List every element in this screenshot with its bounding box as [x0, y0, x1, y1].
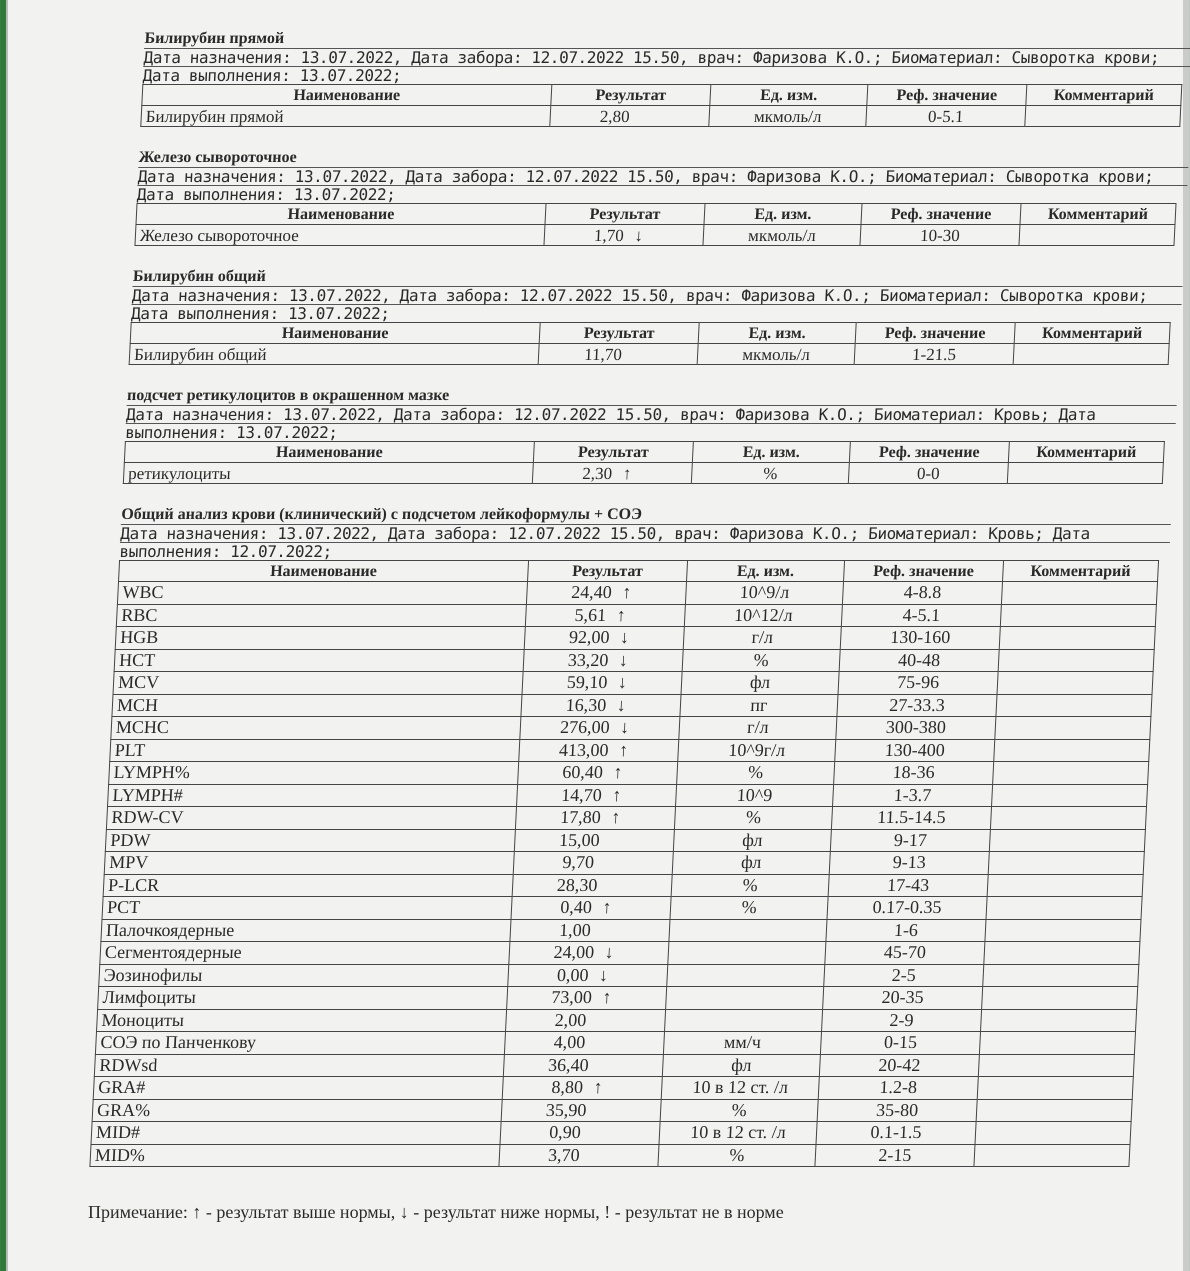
- col-unit: Ед. изм.: [710, 85, 868, 106]
- row-ref: 11.5-14.5: [831, 807, 991, 830]
- row-comment: [984, 942, 1140, 965]
- row-name: ретикулоциты: [123, 463, 533, 484]
- table-row: [92, 1099, 1132, 1122]
- row-name: PLT: [110, 739, 520, 762]
- results-table: [123, 441, 1165, 484]
- row-ref: 4-8.8: [842, 582, 1002, 605]
- flag-arrow-icon: ↑: [601, 897, 612, 918]
- row-name: Эозинофилы: [99, 964, 509, 987]
- row-comment: [976, 1099, 1132, 1122]
- row-result: [544, 225, 704, 246]
- table-row: [114, 649, 1154, 672]
- row-name: Палочкоядерные: [101, 919, 511, 942]
- row-unit: [669, 919, 827, 942]
- table-row: [112, 694, 1152, 717]
- results-table: [134, 203, 1176, 246]
- row-name: LYMPH%: [109, 762, 519, 785]
- row-ref: 18-36: [834, 762, 994, 785]
- result-value: 35,90: [545, 1099, 587, 1120]
- row-comment: [981, 1009, 1137, 1032]
- table-row: [99, 964, 1139, 987]
- flag-arrow-icon: ↑: [622, 463, 632, 483]
- row-result: [517, 784, 677, 807]
- row-ref: 2-9: [822, 1009, 982, 1032]
- row-name: LYMPH#: [108, 784, 518, 807]
- row-name: RDW-CV: [106, 807, 516, 830]
- test-section: [89, 506, 1171, 1167]
- col-result: Результат: [539, 323, 699, 344]
- table-row: [116, 604, 1156, 627]
- table-row: [111, 717, 1151, 740]
- row-name: MCV: [113, 672, 523, 695]
- row-name: P-LCR: [103, 874, 513, 897]
- row-comment: [982, 987, 1138, 1010]
- row-comment: [974, 1144, 1130, 1167]
- flag-arrow-icon: ↓: [619, 627, 630, 648]
- table-row: [104, 852, 1144, 875]
- flag-arrow-icon: ↑: [610, 807, 621, 828]
- row-comment: [998, 649, 1154, 672]
- row-unit: 10 в 12 ст. /л: [661, 1077, 819, 1100]
- row-result: [538, 344, 698, 365]
- result-value: 5,61: [574, 604, 607, 625]
- row-comment: [1019, 225, 1175, 246]
- section-meta: Дата назначения: 13.07.2022, Дата забора: 12.07.2022 15.50, врач: Фаризова К.О.; Биоматериал: Сыворотка крови;: [132, 286, 1183, 304]
- table-row: [110, 739, 1150, 762]
- flag-arrow-icon: ↓: [617, 672, 628, 693]
- flag-arrow-icon: ↓: [634, 225, 644, 245]
- row-ref: 2-15: [815, 1144, 975, 1167]
- row-name: MID%: [90, 1144, 500, 1167]
- result-value: 11,70: [583, 344, 623, 364]
- result-value: 0,90: [548, 1122, 582, 1143]
- row-unit: %: [682, 649, 840, 672]
- row-result: [502, 1077, 662, 1100]
- table-header: [136, 204, 1176, 225]
- row-name: MCHC: [111, 717, 521, 740]
- section-meta: Дата назначения: 13.07.2022, Дата забора: 12.07.2022 15.50, врач: Фаризова К.О.; Биоматериал: Кровь; Дата: [126, 405, 1177, 423]
- row-comment: [1001, 582, 1157, 605]
- row-unit: мкмоль/л: [703, 225, 861, 246]
- row-unit: мм/ч: [663, 1032, 821, 1055]
- table-row: [93, 1077, 1133, 1100]
- legend-note: Примечание: ↑ - результат выше нормы, ↓ - результат ниже нормы, ! - результат не в норме: [88, 1202, 784, 1222]
- row-comment: [997, 672, 1153, 695]
- table-row: [113, 672, 1153, 695]
- section-meta: Дата назначения: 13.07.2022, Дата забора: 12.07.2022 15.50, врач: Фаризова К.О.; Биоматериал: Сыворотка крови;: [143, 48, 1190, 66]
- row-unit: %: [671, 874, 829, 897]
- row-result: [550, 106, 710, 127]
- table-row: [91, 1122, 1131, 1145]
- table-row: [105, 829, 1145, 852]
- col-result: Результат: [551, 85, 711, 106]
- row-comment: [1007, 463, 1163, 484]
- flag-arrow-icon: ↑: [593, 1077, 604, 1098]
- result-value: 2,00: [554, 1009, 587, 1030]
- result-value: 1,00: [558, 919, 592, 940]
- table-header: [119, 561, 1159, 582]
- row-unit: [666, 987, 824, 1010]
- row-name: Лимфоциты: [98, 987, 508, 1010]
- row-result: [522, 672, 682, 695]
- row-result: [515, 807, 675, 830]
- row-ref: 0.1-1.5: [816, 1122, 976, 1145]
- row-ref: 9-13: [829, 852, 989, 875]
- result-value: 0,00: [556, 964, 590, 985]
- row-ref: 4-5.1: [841, 604, 1001, 627]
- row-result: [510, 919, 670, 942]
- result-value: 0,40: [559, 897, 593, 918]
- row-ref: 27-33.3: [837, 694, 997, 717]
- row-comment: [985, 919, 1141, 942]
- row-comment: [987, 874, 1143, 897]
- section-title: Общий анализ крови (клинический) с подсчетом лейкоформулы + СОЭ: [120, 506, 643, 523]
- row-result: [499, 1144, 659, 1167]
- test-section: [129, 268, 1184, 365]
- row-comment: [996, 694, 1152, 717]
- row-result: [523, 649, 683, 672]
- row-unit: %: [677, 762, 835, 785]
- row-result: [511, 897, 671, 920]
- flag-arrow-icon: ↓: [616, 694, 627, 715]
- result-value: 73,00: [550, 987, 593, 1008]
- table-row: [95, 1032, 1135, 1055]
- row-unit: 10 в 12 ст. /л: [659, 1122, 817, 1145]
- row-ref: 0-15: [820, 1032, 980, 1055]
- flag-arrow-icon: ↓: [619, 717, 630, 738]
- row-ref: 35-80: [817, 1099, 977, 1122]
- result-value: 28,30: [556, 874, 598, 895]
- col-unit: Ед. изм.: [704, 204, 862, 225]
- row-unit: мкмоль/л: [709, 106, 867, 127]
- result-value: 17,80: [559, 807, 602, 828]
- section-meta: выполнения: 13.07.2022;: [125, 423, 1176, 441]
- row-result: [508, 964, 668, 987]
- row-unit: пг: [680, 694, 838, 717]
- section-meta: Дата выполнения: 13.07.2022;: [142, 66, 1190, 84]
- row-unit: г/л: [683, 627, 841, 650]
- col-ref: Реф. значение: [867, 85, 1027, 106]
- row-result: [512, 874, 672, 897]
- row-ref: 75-96: [838, 672, 998, 695]
- row-name: MID#: [91, 1122, 501, 1145]
- row-comment: [983, 964, 1139, 987]
- section-meta: Дата выполнения: 13.07.2022;: [131, 304, 1182, 322]
- table-row: [98, 987, 1138, 1010]
- col-ref: Реф. значение: [855, 323, 1015, 344]
- row-unit: мкмоль/л: [697, 344, 855, 365]
- row-unit: 10^9: [676, 784, 834, 807]
- row-result: [521, 694, 681, 717]
- row-name: Моноциты: [97, 1009, 507, 1032]
- table-row: [100, 942, 1140, 965]
- col-result: Результат: [528, 561, 688, 582]
- col-name: Наименование: [119, 561, 529, 582]
- row-result: [514, 829, 674, 852]
- row-comment: [978, 1054, 1134, 1077]
- table-row: [115, 627, 1155, 650]
- result-value: 2,30: [581, 463, 613, 483]
- col-name: Наименование: [142, 85, 552, 106]
- row-unit: %: [660, 1099, 818, 1122]
- row-result: [503, 1054, 663, 1077]
- result-value: 24,00: [553, 942, 595, 963]
- row-ref: 130-160: [840, 627, 1000, 650]
- row-comment: [992, 784, 1148, 807]
- table-row: [109, 762, 1149, 785]
- row-name: PCT: [102, 897, 512, 920]
- row-comment: [986, 897, 1142, 920]
- row-name: HCT: [114, 649, 524, 672]
- row-unit: фл: [681, 672, 839, 695]
- row-unit: %: [691, 463, 849, 484]
- section-meta: Дата назначения: 13.07.2022, Дата забора: 12.07.2022 15.50, врач: Фаризова К.О.; Биоматериал: Кровь; Дата: [120, 524, 1171, 542]
- section-meta: Дата выполнения: 13.07.2022;: [137, 185, 1188, 203]
- table-row: [108, 784, 1148, 807]
- col-name: Наименование: [124, 442, 534, 463]
- row-comment: [977, 1077, 1133, 1100]
- flag-arrow-icon: ↓: [604, 942, 615, 963]
- result-value: 413,00: [558, 739, 610, 760]
- row-name: RDWsd: [94, 1054, 504, 1077]
- flag-arrow-icon: ↑: [616, 604, 627, 625]
- result-value: 16,30: [565, 694, 607, 715]
- section-meta: выполнения: 12.07.2022;: [119, 542, 1170, 560]
- row-result: [518, 762, 678, 785]
- row-ref: 1.2-8: [818, 1077, 978, 1100]
- section-meta: Дата назначения: 13.07.2022, Дата забора: 12.07.2022 15.50, врач: Фаризова К.О.; Биоматериал: Сыворотка крови;: [137, 167, 1188, 185]
- table-row: [94, 1054, 1134, 1077]
- table-row: [129, 344, 1169, 365]
- table-row: [135, 225, 1175, 246]
- result-value: 1,70: [593, 225, 625, 245]
- row-ref: 1-3.7: [833, 784, 993, 807]
- result-value: 15,00: [558, 829, 601, 850]
- results-table: [140, 84, 1182, 127]
- row-ref: 0.17-0.35: [827, 897, 987, 920]
- result-value: 4,00: [553, 1032, 586, 1053]
- row-unit: [665, 1009, 823, 1032]
- row-ref: 2-5: [824, 964, 984, 987]
- result-value: 33,20: [567, 649, 609, 670]
- table-row: [117, 582, 1157, 605]
- row-name: Билирубин прямой: [141, 106, 551, 127]
- row-comment: [999, 627, 1155, 650]
- flag-arrow-icon: ↑: [601, 987, 612, 1008]
- flag-arrow-icon: ↑: [618, 739, 629, 760]
- row-name: Сегментоядерные: [100, 942, 510, 965]
- row-result: [504, 1032, 664, 1055]
- flag-arrow-icon: ↑: [621, 582, 632, 603]
- row-comment: [979, 1032, 1135, 1055]
- col-comment: Комментарий: [1014, 323, 1170, 344]
- row-result: [526, 582, 686, 605]
- row-comment: [995, 717, 1151, 740]
- row-ref: 300-380: [836, 717, 996, 740]
- section-title: Билирубин общий: [132, 268, 267, 285]
- col-comment: Комментарий: [1026, 85, 1182, 106]
- row-unit: фл: [672, 852, 830, 875]
- table-row: [90, 1144, 1130, 1167]
- row-result: [506, 1009, 666, 1032]
- row-name: RBC: [116, 604, 526, 627]
- row-unit: 10^9г/л: [678, 739, 836, 762]
- table-row: [106, 807, 1146, 830]
- row-comment: [994, 739, 1150, 762]
- col-comment: Комментарий: [1008, 442, 1164, 463]
- table-header: [130, 323, 1170, 344]
- col-unit: Ед. изм.: [698, 323, 856, 344]
- row-name: Железо сывороточное: [135, 225, 545, 246]
- table-row: [101, 919, 1141, 942]
- row-name: HGB: [115, 627, 525, 650]
- result-value: 8,80: [551, 1077, 584, 1098]
- lab-report: [88, 30, 1190, 1189]
- col-ref: Реф. значение: [844, 561, 1004, 582]
- table-header: [142, 85, 1182, 106]
- row-result: [507, 987, 667, 1010]
- row-unit: [667, 964, 825, 987]
- flag-arrow-icon: ↓: [618, 649, 629, 670]
- row-name: MCH: [112, 694, 522, 717]
- table-row: [97, 1009, 1137, 1032]
- row-name: MPV: [104, 852, 514, 875]
- row-unit: %: [674, 807, 832, 830]
- row-name: GRA#: [93, 1077, 503, 1100]
- row-comment: [990, 807, 1146, 830]
- col-comment: Комментарий: [1020, 204, 1176, 225]
- row-ref: 20-35: [823, 987, 983, 1010]
- results-table: [129, 322, 1171, 365]
- table-row: [103, 874, 1143, 897]
- row-comment: [993, 762, 1149, 785]
- section-title: Билирубин прямой: [144, 30, 285, 47]
- row-comment: [1025, 106, 1181, 127]
- test-section: [140, 30, 1190, 127]
- row-unit: 10^12/л: [684, 604, 842, 627]
- row-ref: 20-42: [819, 1054, 979, 1077]
- table-row: [141, 106, 1181, 127]
- table-header: [124, 442, 1164, 463]
- table-row: [102, 897, 1142, 920]
- col-result: Результат: [533, 442, 693, 463]
- result-value: 2,80: [599, 106, 631, 126]
- test-section: [123, 387, 1178, 484]
- col-result: Результат: [545, 204, 705, 225]
- col-unit: Ед. изм.: [692, 442, 850, 463]
- result-value: 276,00: [559, 717, 611, 738]
- row-result: [520, 717, 680, 740]
- row-name: GRA%: [92, 1099, 502, 1122]
- col-name: Наименование: [136, 204, 546, 225]
- result-value: 24,40: [570, 582, 613, 603]
- result-value: 14,70: [560, 784, 603, 805]
- row-result: [513, 852, 673, 875]
- row-result: [532, 463, 692, 484]
- row-unit: %: [670, 897, 828, 920]
- row-name: WBC: [117, 582, 527, 605]
- row-unit: %: [658, 1144, 816, 1167]
- table-row: [123, 463, 1163, 484]
- flag-arrow-icon: ↑: [612, 762, 623, 783]
- row-ref: 1-21.5: [854, 344, 1014, 365]
- row-unit: г/л: [679, 717, 837, 740]
- row-result: [509, 942, 669, 965]
- row-unit: 10^9/л: [685, 582, 843, 605]
- row-ref: 45-70: [825, 942, 985, 965]
- row-ref: 0-5.1: [866, 106, 1026, 127]
- col-name: Наименование: [130, 323, 540, 344]
- test-section: [134, 149, 1189, 246]
- section-title: Железо сывороточное: [138, 149, 298, 166]
- col-unit: Ед. изм.: [687, 561, 845, 582]
- row-comment: [975, 1122, 1131, 1145]
- row-ref: 17-43: [828, 874, 988, 897]
- row-comment: [1000, 604, 1156, 627]
- row-comment: [988, 852, 1144, 875]
- col-ref: Реф. значение: [849, 442, 1009, 463]
- row-unit: фл: [662, 1054, 820, 1077]
- row-ref: 0-0: [848, 463, 1008, 484]
- row-result: [524, 627, 684, 650]
- row-ref: 9-17: [830, 829, 990, 852]
- row-unit: [668, 942, 826, 965]
- row-ref: 40-48: [839, 649, 999, 672]
- result-value: 92,00: [568, 627, 611, 648]
- row-ref: 10-30: [860, 225, 1020, 246]
- col-comment: Комментарий: [1003, 561, 1159, 582]
- flag-arrow-icon: ↑: [611, 784, 622, 805]
- result-value: 9,70: [562, 852, 595, 873]
- results-table: [89, 560, 1159, 1167]
- result-value: 59,10: [566, 672, 608, 693]
- row-result: [501, 1099, 661, 1122]
- row-name: СОЭ по Панченкову: [95, 1032, 505, 1055]
- row-ref: 1-6: [826, 919, 986, 942]
- col-ref: Реф. значение: [861, 204, 1021, 225]
- row-ref: 130-400: [835, 739, 995, 762]
- row-result: [519, 739, 679, 762]
- flag-arrow-icon: ↓: [598, 964, 609, 985]
- row-comment: [1013, 344, 1169, 365]
- row-comment: [989, 829, 1145, 852]
- result-value: 60,40: [561, 762, 604, 783]
- result-value: 3,70: [547, 1144, 581, 1165]
- row-result: [500, 1122, 660, 1145]
- row-name: Билирубин общий: [129, 344, 539, 365]
- result-value: 36,40: [547, 1054, 590, 1075]
- row-result: [525, 604, 685, 627]
- row-name: PDW: [105, 829, 515, 852]
- section-title: подсчет ретикулоцитов в окрашенном мазке: [126, 387, 450, 404]
- row-unit: фл: [673, 829, 831, 852]
